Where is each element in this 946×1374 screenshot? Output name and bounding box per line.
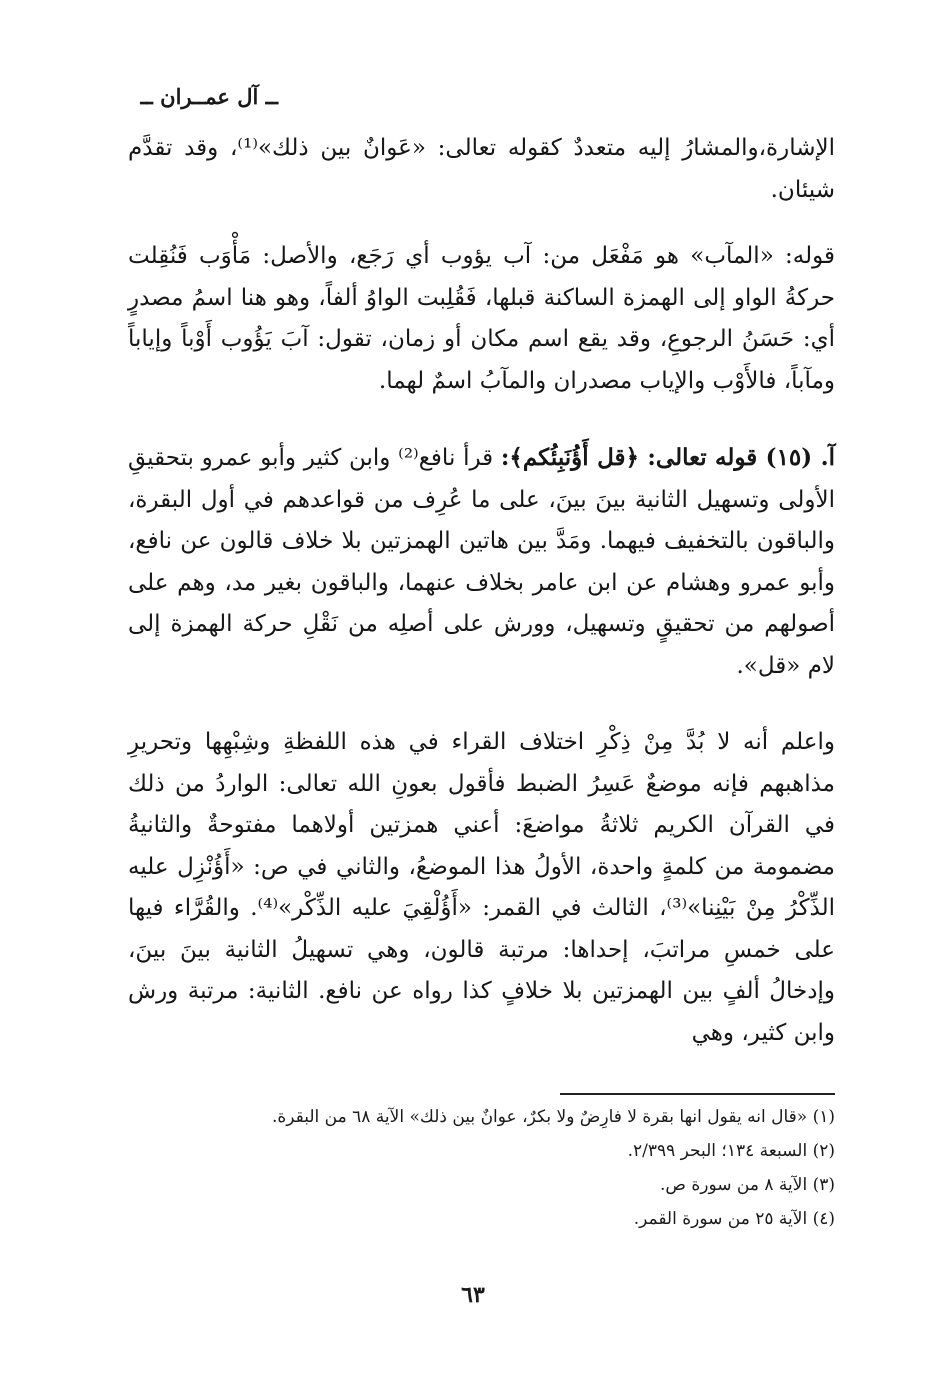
paragraph-1: الإشارة،والمشارُ إليه متعددٌ كقوله تعالى: «عَوانٌ بين ذلك»⁽¹⁾، وقد تقدَّم شيئان. xyxy=(128,135,835,203)
footnotes xyxy=(150,1100,835,1236)
footnote-3: (٣) الآية ٨ من سورة ص. xyxy=(660,1175,835,1195)
footnote-1: (١) «قال انه يقول انها بقرة لا فارِضٌ ولا بكرٌ، عوانٌ بين ذلك» الآية ٦٨ من البقرة. xyxy=(271,1107,835,1127)
running-header: ــ آل عمــران ــ xyxy=(140,84,278,109)
paragraph-2: قوله: «المآب» هو مَفْعَل من: آب يؤوب أي رَجَع، والأصل: مَأْوَب فَنُقِلت حركةُ الواو إلى الهمزة الساكنة قبلها، فَقُلِبت الواوُ ألفاً، وهو هنا اسمُ مصدرٍ أي: حَسَنُ الرجوعِ، وقد يقع اسم مكان أو زمان، تقول: آبَ يَؤُوب أَوْباً وإياباً ومآباً، فالأَوْب والإياب مصدران والمآبُ اسمٌ لهما. xyxy=(128,243,835,394)
footnote-4: (٤) الآية ٢٥ من سورة القمر. xyxy=(633,1209,835,1229)
paragraph-3 xyxy=(128,437,835,687)
verse-label: آ. (١٥) قوله تعالى: ﴿قل أَؤُنَبِئُكم﴾: xyxy=(500,444,835,471)
paragraph-3-text: قرأ نافع⁽²⁾ وابن كثير وأبو عمرو بتحقيقِ الأولى وتسهيل الثانية بينَ بينَ، على ما عُرِف من قواعدهم في أول البقرة، والباقون بالتخفيف فيهما. ومَدَّ بين هاتين الهمزتين بلا خلاف قالون عن نافع، وأبو عمرو وهشام عن ابن عامر بخلاف عنهما، والباقون بغير مد، وهم على أصولهم من تحقيقٍ وتسهيل، وورش على أصلِه من نَقْلِ حركة الهمزة إلى لام «قل». xyxy=(128,445,835,679)
footnote-2: (٢) السبعة ١٣٤؛ البحر ٢/٣٩٩. xyxy=(627,1141,835,1161)
page-number: ٦٣ xyxy=(461,1282,485,1308)
paragraph-4: واعلم أنه لا بُدَّ مِنْ ذِكْرِ اختلاف القراء في هذه اللفظةِ وشِبْهِها وتحريرِ مذاهبهم فإنه موضعٌ عَسِرُ الضبط فأقول بعونِ الله تعالى: الواردُ من ذلك في القرآن الكريم ثلاثةُ مواضعَ: أعني همزتين أولاهما مفتوحةٌ والثانيةُ مضمومة من كلمةٍ واحدة، الأولُ هذا الموضعُ، والثاني في ص: «أَؤُنْزِل عليه الذِّكْرُ مِنْ بَيْنِنا»⁽³⁾، الثالث في القمر: «أَؤُلْقِيَ عليه الذِّكْر»⁽⁴⁾. والقُرَّاء فيها على خمسِ مراتبَ، إحداها: مرتبة قالون، وهي تسهيلُ الثانية بينَ بينَ، وإدخالُ ألفٍ بين الهمزتين بلا خلافٍ كذا رواه عن نافع. الثانية: مرتبة ورش وابن كثير، وهي xyxy=(128,729,835,1046)
footnote-divider xyxy=(560,1093,835,1095)
